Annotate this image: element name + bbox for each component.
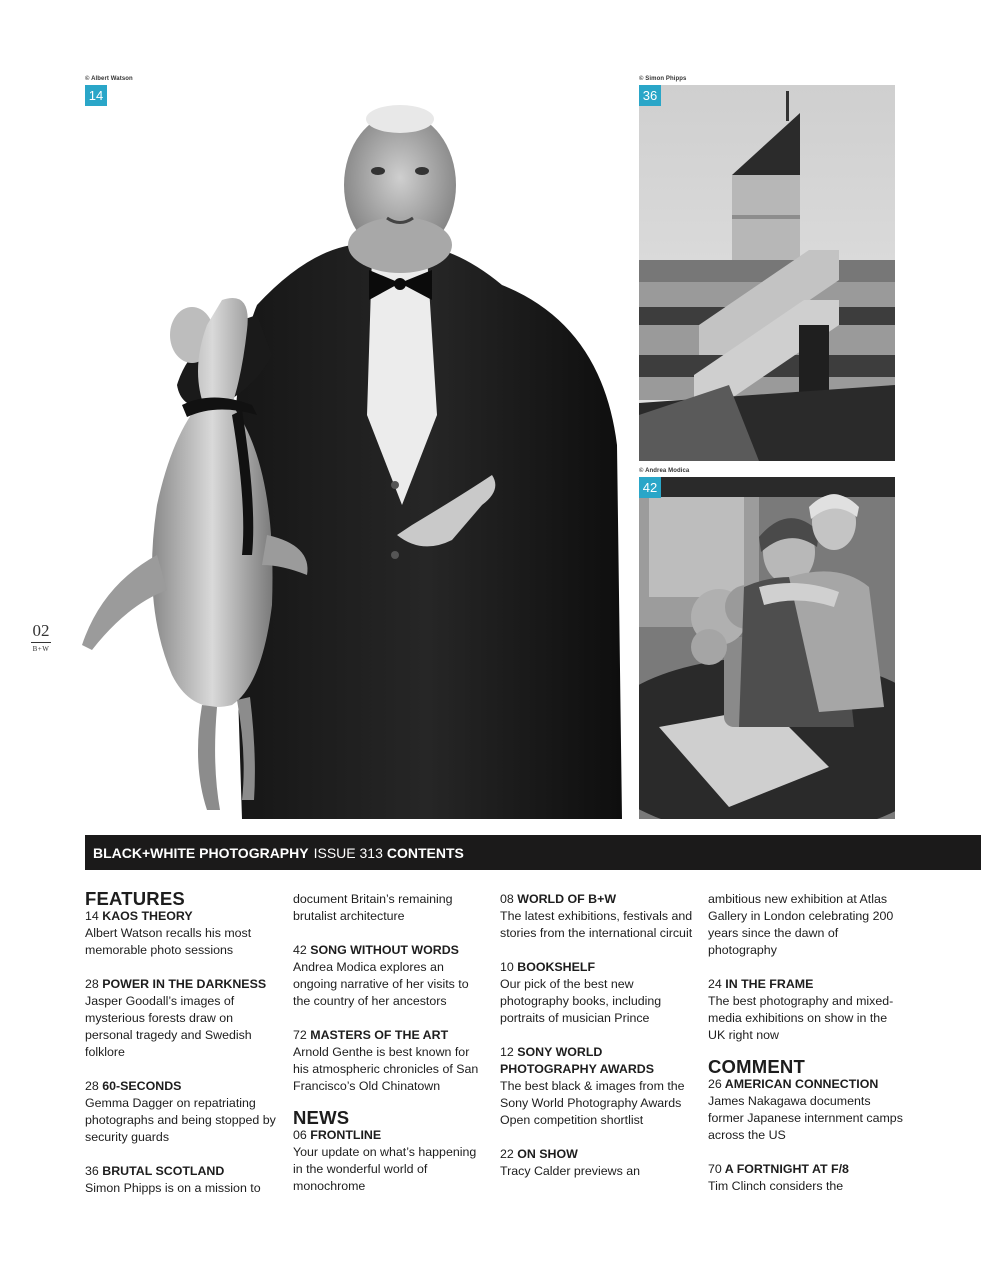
entry-description: Arnold Genthe is best known for his atmospheric chronicles of San Francisco’s Old Chinatown: [293, 1045, 479, 1093]
entry-page: 06: [293, 1128, 307, 1142]
contents-entry[interactable]: [500, 1044, 695, 1129]
portrait-pair-photo[interactable]: [639, 477, 895, 819]
entry-title: IN THE FRAME: [725, 977, 814, 991]
entry-description: Gemma Dagger on repatriating photographs and being stopped by security guards: [85, 1096, 276, 1144]
entry-page: 12: [500, 1045, 514, 1059]
contents-entry[interactable]: [293, 942, 488, 1010]
entry-page: 72: [293, 1028, 307, 1042]
contents-entry[interactable]: [293, 1127, 488, 1195]
entry-description-continued: ambitious new exhibition at Atlas Gallery in London celebrating 200 years since the dawn of photography: [708, 892, 894, 957]
entry-description-continued: document Britain’s remaining brutalist architecture: [293, 892, 453, 923]
entry-page: 24: [708, 977, 722, 991]
entry-page: 14: [85, 909, 99, 923]
page-folio: [30, 622, 52, 653]
entry-title: SONG WITHOUT WORDS: [310, 943, 459, 957]
contents-entry[interactable]: [85, 908, 280, 959]
entry-page: 36: [85, 1164, 99, 1178]
contents-entry-continued[interactable]: [293, 891, 488, 925]
section-heading-comment: COMMENT: [708, 1056, 805, 1077]
entry-description: The best photography and mixed-media exhibitions on show in the UK right now: [708, 994, 894, 1042]
page-badge-top-right[interactable]: 36: [639, 85, 661, 106]
page-number: 02: [32, 621, 50, 640]
architecture-illustration: [639, 85, 895, 461]
photo-credit-bottom-right: © Andrea Modica: [639, 468, 690, 474]
contents-entry[interactable]: [85, 976, 280, 1061]
contents-label: CONTENTS: [386, 844, 464, 861]
section-heading-news: NEWS: [293, 1107, 350, 1128]
entry-title: ON SHOW: [517, 1147, 578, 1161]
contents-header-bar: [85, 835, 981, 870]
contents-column-1: [85, 889, 280, 1197]
entry-title: MASTERS OF THE ART: [310, 1028, 449, 1042]
main-portrait-photo[interactable]: [82, 85, 622, 819]
contents-entry-continued[interactable]: [708, 891, 903, 959]
entry-title: FRONTLINE: [310, 1128, 382, 1142]
entry-description: Tracy Calder previews an: [500, 1164, 641, 1178]
entry-description: The latest exhibitions, festivals and stories from the international circuit: [500, 909, 693, 940]
entry-description: Our pick of the best new photography books, including portraits of musician Prince: [500, 977, 662, 1025]
entry-page: 26: [708, 1077, 722, 1091]
folio-divider: [31, 642, 51, 643]
magazine-title: BLACK+WHITE PHOTOGRAPHY: [93, 844, 309, 861]
contents-entry[interactable]: [85, 1163, 280, 1197]
entry-page: 28: [85, 1079, 99, 1093]
entry-page: 42: [293, 943, 307, 957]
entry-description: James Nakagawa documents former Japanese internment camps across the US: [708, 1094, 903, 1142]
entry-page: 28: [85, 977, 99, 991]
entry-page: 70: [708, 1162, 722, 1176]
photo-credit-top-right: © Simon Phipps: [639, 76, 687, 82]
entry-title: AMERICAN CONNECTION: [724, 1077, 879, 1091]
entry-description: The best black & images from the Sony World Photography Awards Open competition shortlist: [500, 1079, 685, 1127]
contents-entry[interactable]: [708, 1076, 903, 1144]
entry-title: BOOKSHELF: [517, 960, 596, 974]
entry-title: SONY WORLD PHOTOGRAPHY AWARDS: [500, 1045, 654, 1076]
contents-entry[interactable]: [85, 1078, 280, 1146]
photo-credit-main: © Albert Watson: [85, 76, 133, 82]
entry-page: 10: [500, 960, 514, 974]
contents-entry[interactable]: [500, 959, 695, 1027]
section-heading-features: FEATURES: [85, 888, 185, 909]
entry-description: Your update on what’s happening in the wonderful world of monochrome: [293, 1145, 477, 1193]
entry-title: WORLD OF B+W: [517, 892, 617, 906]
entry-description: Tim Clinch considers the: [708, 1179, 844, 1193]
entry-description: Jasper Goodall’s images of mysterious forests draw on personal tragedy and Swedish folklore: [85, 994, 252, 1059]
architecture-photo[interactable]: [639, 85, 895, 461]
contents-column-4: [708, 891, 903, 1195]
contents-column-3: [500, 891, 695, 1180]
entry-description: Albert Watson recalls his most memorable photo sessions: [85, 926, 252, 957]
entry-title: KAOS THEORY: [102, 909, 193, 923]
entry-title: POWER IN THE DARKNESS: [102, 977, 267, 991]
contents-entry[interactable]: [500, 891, 695, 942]
page-badge-bottom-right[interactable]: 42: [639, 477, 661, 498]
entry-page: 08: [500, 892, 514, 906]
contents-entry[interactable]: [708, 1161, 903, 1195]
portrait-illustration: [82, 85, 622, 819]
page-badge-main[interactable]: 14: [85, 85, 107, 106]
entry-description: Simon Phipps is on a mission to: [85, 1181, 261, 1195]
entry-title: A FORTNIGHT AT F/8: [724, 1162, 849, 1176]
entry-description: Andrea Modica explores an ongoing narrative of her visits to the country of her ancestors: [293, 960, 469, 1008]
entry-title: 60-SECONDS: [102, 1079, 182, 1093]
entry-page: 22: [500, 1147, 514, 1161]
pair-illustration: [639, 477, 895, 819]
contents-entry[interactable]: [500, 1146, 695, 1180]
issue-number: ISSUE 313: [313, 844, 383, 861]
contents-entry[interactable]: [708, 976, 903, 1044]
contents-column-2: [293, 891, 488, 1195]
entry-title: BRUTAL SCOTLAND: [102, 1164, 225, 1178]
magazine-mark: B+W: [32, 645, 50, 653]
contents-entry[interactable]: [293, 1027, 488, 1095]
